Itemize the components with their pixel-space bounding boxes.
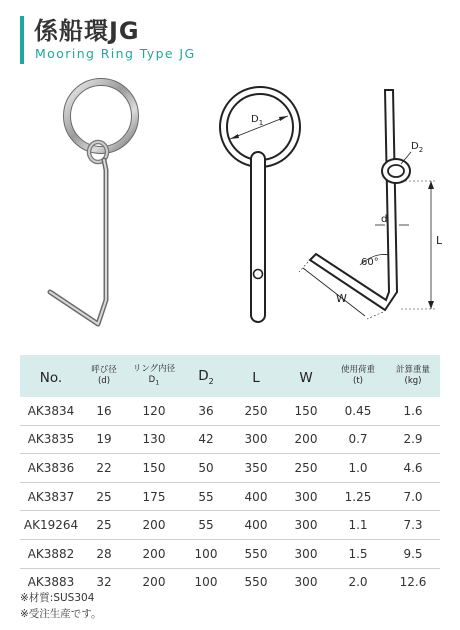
table-row: AK19264 25 200 55 400 300 1.1 7.3: [20, 511, 440, 540]
label-l: L: [436, 234, 443, 247]
col-header-d2: $D_2$: [182, 355, 230, 397]
title-accent-bar: [20, 16, 24, 64]
notes: [20, 590, 101, 622]
table-row: AK3837 25 175 55 400 300 1.25 7.0: [20, 482, 440, 511]
note-made-to-order: ※受注生産です。: [20, 608, 102, 620]
photo-shank: [50, 160, 106, 324]
note-material: ※材質:SUS304: [20, 592, 95, 604]
col-header-working-load: 使用荷重 (t): [330, 355, 386, 397]
arrow-l-bottom: [428, 301, 434, 309]
table-row: AK3835 19 130 42 300 200 0.7 2.9: [20, 425, 440, 454]
col-header-weight: 計算重量 (kg): [386, 355, 440, 397]
col-header-w: W: [282, 355, 330, 397]
col-header-ring-inner-diameter: リング内径 $D_1$: [126, 355, 182, 397]
side-view: [299, 90, 435, 319]
label-angle: 60°: [361, 257, 379, 268]
col-header-l: L: [230, 355, 282, 397]
table-row: AK3882 28 200 100 550 300 1.5 9.5: [20, 539, 440, 568]
table-header-row: [20, 355, 440, 397]
table-row: AK3883 32 200 100 550 300 2.0 12.6: [27, 575, 427, 590]
page-subtitle: Mooring Ring Type JG: [35, 46, 196, 61]
col-header-nominal-diameter: 呼び径 (d): [82, 355, 126, 397]
label-w: W: [336, 292, 347, 305]
spec-table: [20, 355, 440, 596]
label-d1: $D_1$: [251, 114, 264, 127]
page-title: 係船環JG: [34, 17, 140, 45]
arrow-l-top: [428, 181, 434, 189]
col-header-no: No.: [20, 355, 82, 397]
product-photo: [40, 78, 180, 338]
label-d: d: [381, 214, 388, 225]
table-row: AK3836 22 150 50 350 250 1.0 4.6: [20, 454, 440, 483]
technical-drawing: [195, 82, 445, 327]
table-row: AK3834 16 120 36 250 150 0.45 1.6: [20, 397, 440, 425]
label-d2: $D_2$: [411, 141, 424, 154]
